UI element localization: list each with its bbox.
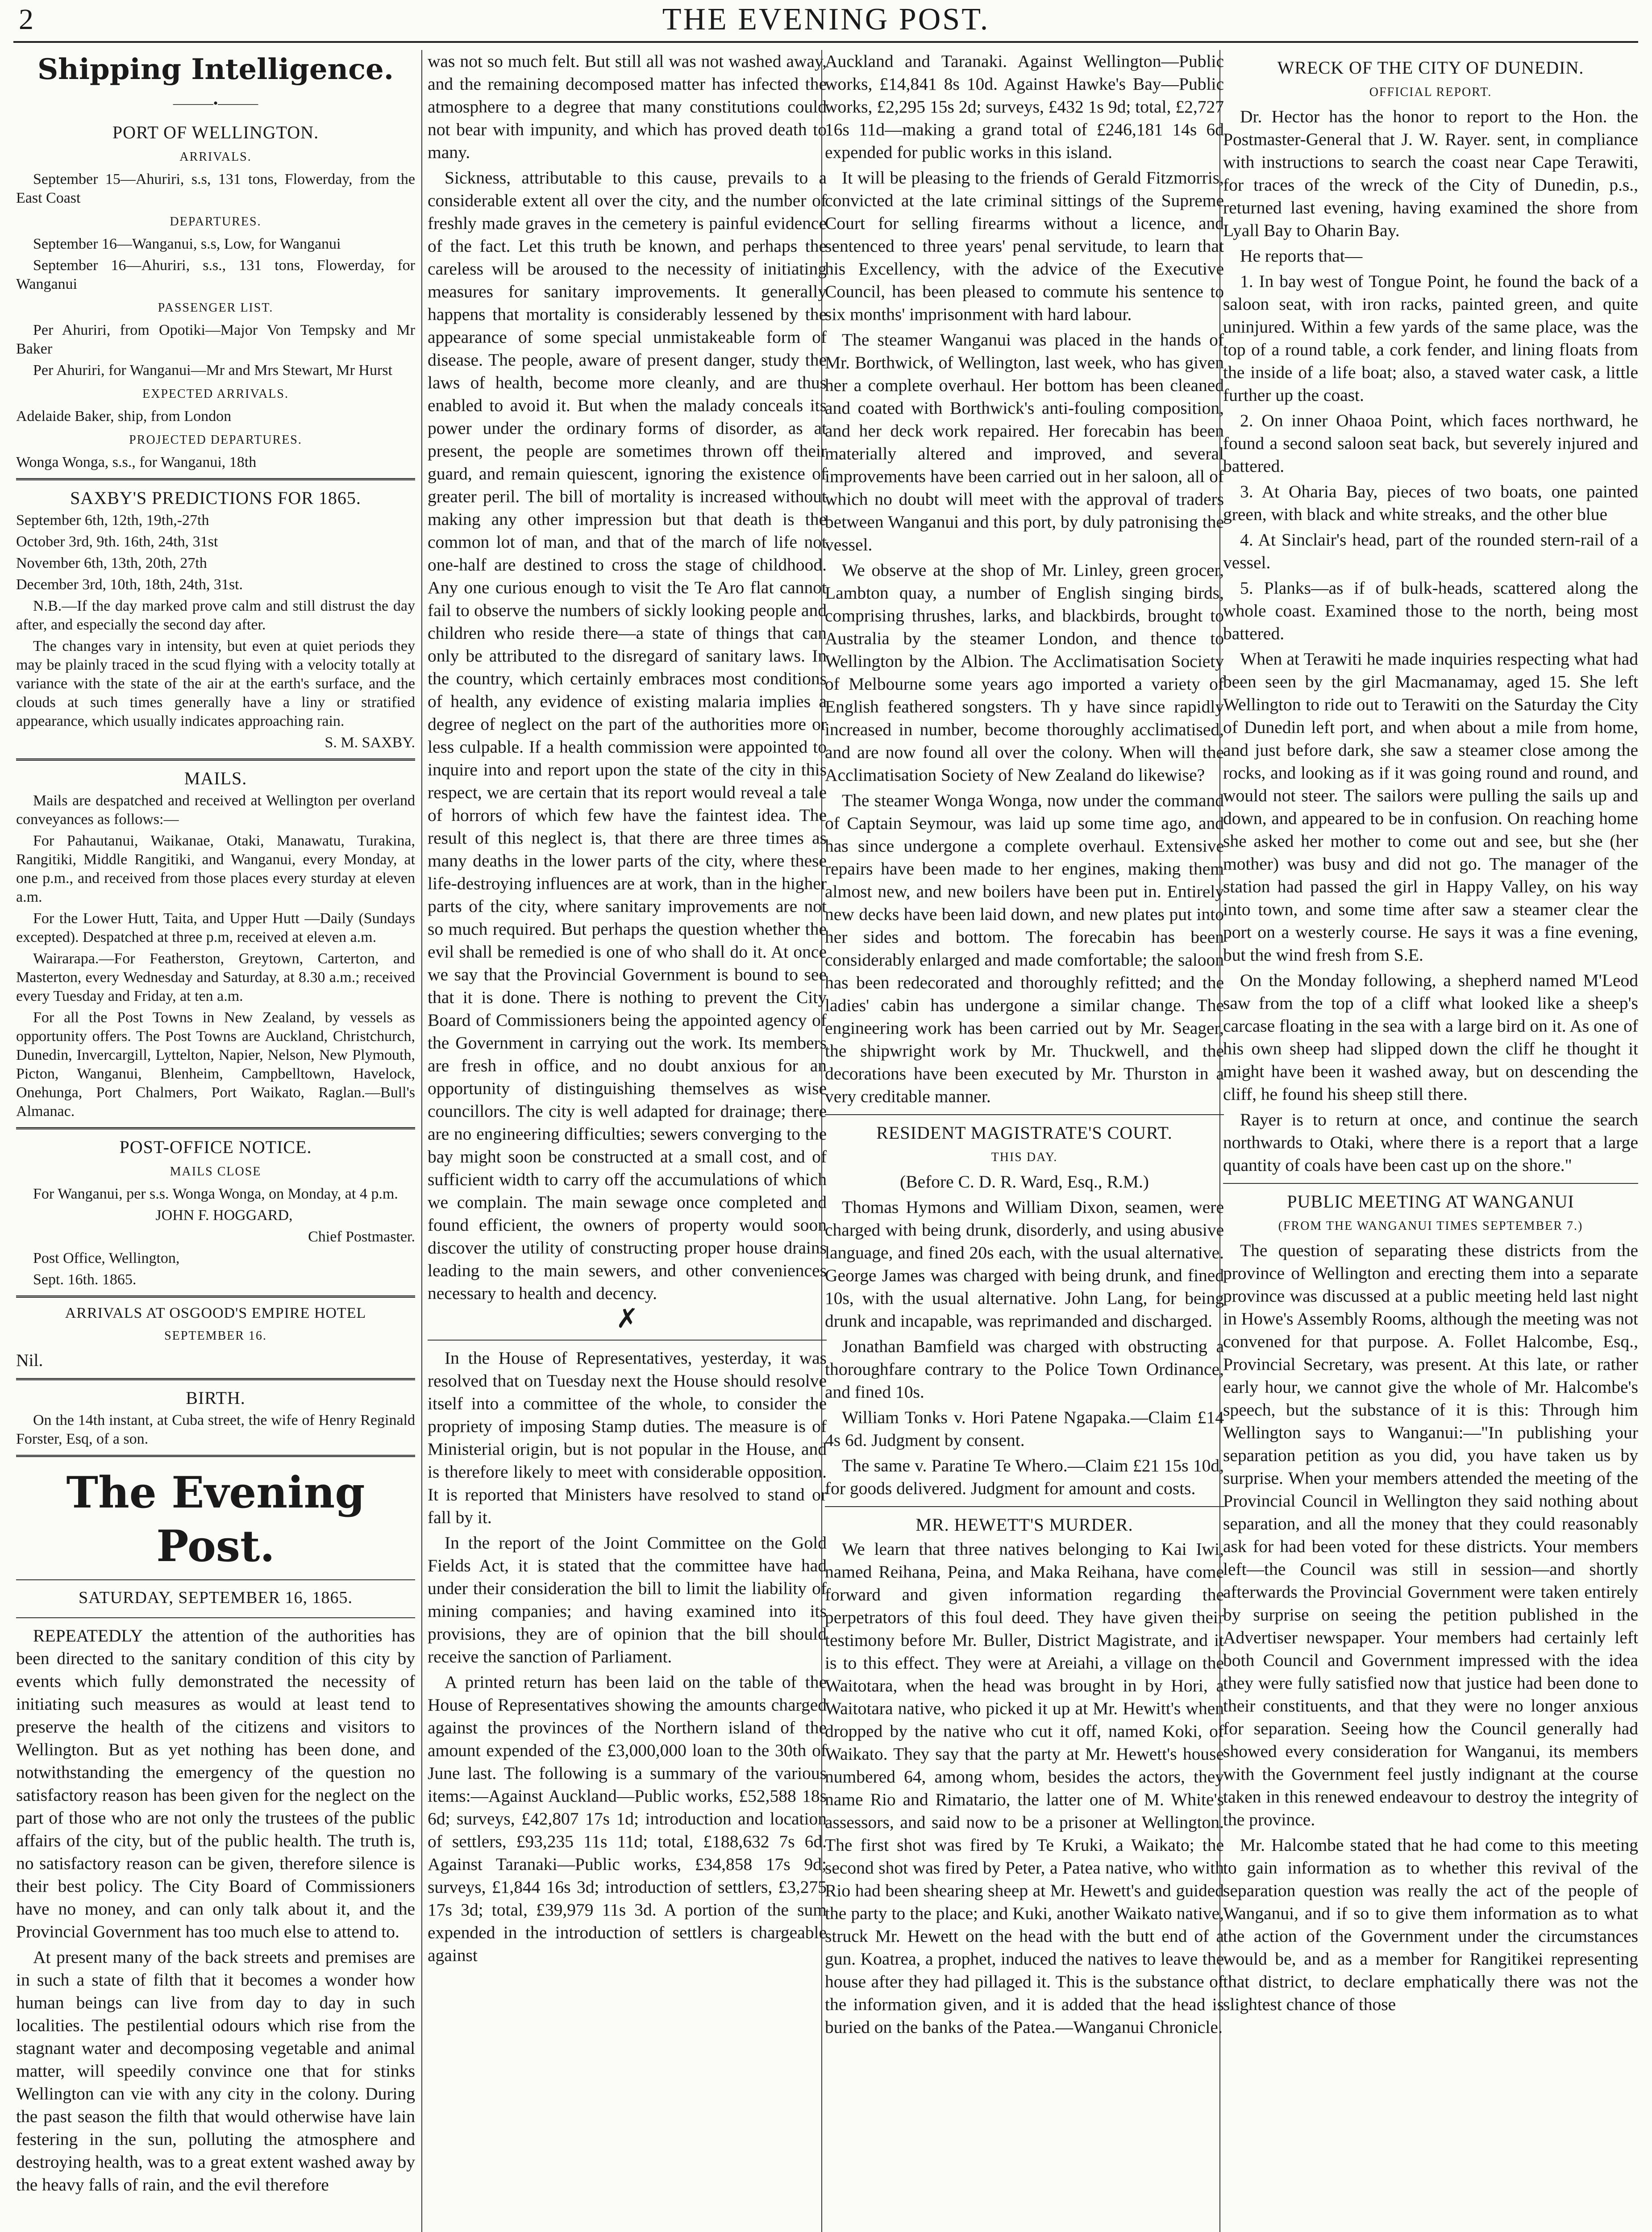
mails-paragraph: Mails are despatched and received at Wellington per overland conveyances as follows:— [16,792,415,828]
wreck-paragraph: On the Monday following, a shepherd named M'Leod saw from the top of a cliff what looked like a sheep's carcase floating in the sea with a large bird on it. As one of his own sheep had slipped down the cliff he thought it might have been it washed away, but on descending the cliff, he found his sheep still there. [1223,970,1638,1104]
saxby-line: December 3rd, 10th, 18th, 24th, 31st. [16,576,243,593]
wreck-paragraph: 1. In bay west of Tongue Point, he found the back of a saloon seat, with iron racks, painted green, and quite uninjured. Within a few yards of the same place, was the top of a round table, a cork fender, and lining floats from the inside of a life boat; also, a staved water cask, a little further up the coast. [1223,271,1638,405]
departures-label: DEPARTURES. [170,215,262,229]
section-rule [16,1579,415,1580]
wreck-paragraph: 3. At Oharia Bay, pieces of two boats, one painted green, with black and white streaks, and the other blue [1223,482,1638,524]
section-rule [16,1378,415,1380]
wreck-paragraph: Dr. Hector has the honor to report to the Hon. the Postmaster-General that J. W. Rayer. sent, in compliance with instructions to search the coast near Cape Terawiti, for traces of the wreck of the City of Dunedin, p.s., returned last evening, having examined the shore from Lyall Bay to Oharin Bay. [1223,107,1638,240]
wreck-paragraph: When at Terawiti he made inquiries respecting what had been seen by the girl Macmanamay, aged 15. She left Wellington to ride out to Terawiti on the Saturday the City of Dunedin left port, and when about a mile from home, and just before dark, she saw a steamer close among the rocks, and looking as if it was going round and round, and would not steer. The sailors were pulling the sails up and down, and appeared to be in confusion. On reaching home she asked her mother to come out and see, but she (her mother) was busy and did not go. The manager of the station had passed the girl in Happy Valley, on his way into town, and some time after saw a steamer clear the port on a westerly course. He says it was a fine evening, but the wind fresh from S.E. [1223,649,1638,965]
saxby-nb: N.B.—If the day marked prove calm and still distrust the day after, and especially the second day after. [16,598,415,633]
section-rule [16,478,415,480]
news-paragraph: The steamer Wanganui was placed in the hands of Mr. Borthwick, of Wellington, last week, who has given her a complete overhaul. Her bottom has been cleaned and coated with Borthwick's anti-fouling composition, and her deck work repaired. Her forecabin has been materially altered and improved, and several improvements have been carried out in her saloon, all of which no doubt will meet with the approval of traders between Wanganui and this port, by duly patronising the vessel. [825,330,1224,554]
column-2 [428,50,827,2232]
projected-label: PROJECTED DEPARTURES. [129,433,302,447]
court-subtitle: THIS DAY. [991,1150,1058,1164]
section-rule [825,1114,1224,1115]
meeting-title: PUBLIC MEETING AT WANGANUI [1287,1191,1574,1212]
court-title: RESIDENT MAGISTRATE'S COURT. [876,1123,1173,1143]
section-rule [428,1340,827,1341]
mails-paragraph: For the Lower Hutt, Taita, and Upper Hutt —Daily (Sundays excepted). Despatched at three p.m, received at eleven a.m. [16,910,415,945]
post-office-signature: JOHN F. HOGGARD, [155,1207,293,1224]
ornament: ———•——— [173,96,258,111]
news-paragraph: In the report of the Joint Committee on the Gold Fields Act, it is stated that the committee have had under their consideration the bill to limit the liability of mining companies; and having examined into its provisions, they are of opinion that the bill should receive the sanction of Parliament. [428,1533,827,1666]
column-4 [1223,50,1638,2232]
post-office-role: Chief Postmaster. [308,1228,415,1245]
saxby-signature: S. M. SAXBY. [325,734,415,751]
birth-notice: On the 14th instant, at Cuba street, the wife of Henry Reginald Forster, Esq, of a son. [16,1412,415,1447]
osgood-title: ARRIVALS AT OSGOOD'S EMPIRE HOTEL [65,1305,366,1321]
masthead [0,0,1652,41]
page-number: 2 [19,3,33,36]
saxby-line: September 6th, 12th, 19th,-27th [16,512,209,529]
osgood-nil: Nil. [16,1350,43,1370]
wreck-title: WRECK OF THE CITY OF DUNEDIN. [1277,58,1584,78]
section-rule [16,1295,415,1298]
meeting-subtitle: (FROM THE WANGANUI TIMES SEPTEMBER 7.) [1278,1219,1583,1233]
wreck-paragraph: He reports that— [1240,246,1363,266]
post-office-title: POST-OFFICE NOTICE. [119,1137,312,1157]
meeting-paragraph: The question of separating these districts from the province of Wellington and erecting them into a separate province was discussed at a public meeting held last night in Howe's Assembly Rooms, although the meeting was not convened for that purpose. A. Follet Halcombe, Esq., Provincial Secretary, was present. At this late, or rather early hour, we cannot give the whole of Mr. Halcombe's speech, but the substance of it is this: Through him Wellington says to Wanganui:—"In publishing your separation petition as you did, you have taken us by surprise. When your members attended the meeting of the Provincial Council in Wellington they said nothing about separation, and all the money that they could reasonably ask for had been voted for these districts. Your members left—the Council was still in session—and shortly afterwards the Provincial Government were taken entirely by surprise on seeing the petition published in the Advertiser newspaper. Your members had certainly left both Council and Government impressed with the idea they were fully satisfied now that justice had been done to their constituents, and that they were no longer anxious for separation. Seeing how the Council generally had showed every consideration for Wanganui, its members with the Government feel justly indignant at the course taken in this renewed endeavour to destroy the integrity of the province. [1223,1241,1638,1829]
nameplate: The Evening Post. [66,1467,365,1571]
post-office-subtitle: MAILS CLOSE [170,1165,262,1178]
mails-paragraph: For all the Post Towns in New Zealand, by vessels as opportunity offers. The Post Towns are Auckland, Christchurch, Dunedin, Invercargill, Lyttelton, Napier, Nelson, New Plymouth, Picton, Wanganui, Blenheim, Campbelltown, Havelock, Onehunga, Port Chalmers, Port Waikato, Raglan.—Bull's Almanac. [16,1009,415,1120]
court-paragraph: Thomas Hymons and William Dixon, seamen, were charged with being drunk, disorderly, and using abusive language, and fined 20s each, with the usual alternative. George James was charged with being drunk, and fined 10s, with the usual alternative. John Lang, for being drunk and incapable, was reprimanded and discharged. [825,1197,1224,1331]
editorial-paragraph: was not so much felt. But still all was not washed away, and the remaining decomposed matter has infected the atmosphere to a degree that many constitutions could not bear with impunity, and which has proved death to many. [428,51,827,162]
dateline: SATURDAY, SEPTEMBER 16, 1865. [79,1588,353,1607]
column-1 [16,50,415,2232]
news-paragraph: The steamer Wonga Wonga, now under the command of Captain Seymour, was laid up some time ago, and has since undergone a complete overhaul. Extensive repairs have been made to her engines, making them almost new, and new boilers have been put in. Entirely new decks have been laid down, and new plates put into her sides and bottom. The forecabin has been considerably enlarged and made comfortable; the saloon has been redecorated and thoroughly refitted; and the ladies' cabin has undergone a similar change. The engineering work has been carried out by Mr. Seager, the shipwright work by Mr. Thuckwell, and the decorations have been executed by Mr. Thurston in a very creditable manner. [825,791,1224,1106]
mails-paragraph: Wairarapa.—For Featherston, Greytown, Carterton, and Masterton, every Wednesday and Saturday, at 8.30 a.m.; received every Tuesday and Friday, at ten a.m. [16,950,415,1004]
port-title: PORT OF WELLINGTON. [112,122,319,142]
projected-entry: Wonga Wonga, s.s., for Wanganui, 18th [16,454,257,471]
mails-paragraph: For Pahautanui, Waikanae, Otaki, Manawatu, Turakina, Rangitiki, Middle Rangitiki, and Wanganui, every Monday, at one p.m., and received from those places every sturday at eleven a.m. [16,833,415,905]
news-paragraph: Auckland and Taranaki. Against Wellington—Public works, £14,841 8s 10d. Against Hawke's Bay—Public works, £2,295 15s 2d; surveys, £432 1s 9d; total, £2,727 16s 11d—making a grand total of £246,181 14s 6d expended for public works in this island. [825,51,1224,162]
departure-entry: September 16—Wanganui, s.s, Low, for Wanganui [33,236,341,252]
section-rule [825,1506,1224,1507]
court-paragraph: The same v. Paratine Te Whero.—Claim £21 15s 10d, for goods delivered. Judgment for amount and costs. [825,1456,1224,1498]
post-office-paragraph: For Wanganui, per s.s. Wonga Wonga, on Monday, at 4 p.m. [33,1186,398,1202]
expected-label: EXPECTED ARRIVALS. [142,387,289,401]
arrival-entry: September 15—Ahuriri, s.s, 131 tons, Flowerday, from the East Coast [16,171,415,206]
saxby-line: October 3rd, 9th. 16th, 24th, 31st [16,533,218,550]
court-before: (Before C. D. R. Ward, Esq., R.M.) [900,1172,1149,1191]
masthead-rule [13,41,1638,43]
hewett-title: MR. HEWETT'S MURDER. [915,1515,1133,1535]
post-office-address: Sept. 16th. 1865. [33,1271,137,1288]
hewett-paragraph: We learn that three natives belonging to Kai Iwi, named Reihana, Peina, and Maka Reihana, have come forward and given information regarding the perpetrators of this foul deed. They have given their testimony before Mr. Buller, District Magistrate, and it is to this effect. They were at Areiahi, a village on the Waitotara, when the head was brought in by Hori, a Waitotara native, who picked it up at Mr. Hewitt's when dropped by the native who cut it off, named Koki, of Waikato. They say that the party at Mr. Hewett's house numbered 64, among whom, besides the actors, they name Rio and Rimatario, the latter one of M. White's assessors, and said now to be a prisoner at Wellington. The first shot was fired by Te Kruki, a Waikato; the second shot was fired by Peter, a Patea native, who with Rio had been shearing sheep at Mr. Hewett's and guided the party to the place; and Kuki, another Waikato native, struck Mr. Hewett on the head with the butt end of a gun. Koatrea, a prophet, induced the natives to leave the house after they had pillaged it. This is the substance of the information given, and it is added that the head is buried on the banks of the Patea.—Wanganui Chronicle. [825,1539,1224,2037]
arrivals-label: ARRIVALS. [179,150,252,164]
saxby-line: November 6th, 13th, 20th, 27th [16,555,207,571]
saxby-title: SAXBY'S PREDICTIONS FOR 1865. [70,488,361,508]
wreck-paragraph: 5. Planks—as if of bulk-heads, scattered along the whole coast. Examined those to the north, being most battered. [1223,578,1638,643]
handwritten-cross-mark: ✗ [616,1303,639,1334]
section-rule [16,1617,415,1618]
wreck-paragraph: Rayer is to return at once, and continue the search northwards to Otaki, where there is a report that a large quantity of coals have been cast up on the shore." [1223,1110,1638,1175]
departure-entry: September 16—Ahuriri, s.s., 131 tons, Flowerday, for Wanganui [16,257,415,292]
saxby-paragraph: The changes vary in intensity, but even at quiet periods they may be plainly traced in the scud flying with a velocity totally at variance with the state of the air at the earth's surface, and the clouds at such times generally have a liny or stratified appearance, which usually indicates approaching rain. [16,638,415,729]
section-rule [1223,1183,1638,1184]
expected-entry: Adelaide Baker, ship, from London [16,408,232,425]
wreck-paragraph: 2. On inner Ohaoa Point, which faces northward, he found a second saloon seat back, but severely injured and battered. [1223,411,1638,476]
meeting-paragraph: Mr. Halcombe stated that he had come to this meeting to gain information as to whether this revival of the separation question was really the act of the people of Wanganui, and if so to give them information as to what the action of the Government under the circumstances would be, and as a member for Rangitikei representing that district, to declare emphatically there was not the slightest chance of those [1223,1835,1638,2014]
editorial-paragraph: Sickness, attributable to this cause, prevails to a considerable extent all over the city, and the number of freshly made graves in the cemetery is painful evidence of the fact. Let this truth be known, and perhaps the careless will be aroused to the necessity of initiating measures for sanitary improvements. It generally happens that mortality is considerably lessened by the appearance of some special unmistakeable form of disease. The people, aware of present danger, study the laws of health, become more cleanly, and are thus enabled to avoid it. But when the malady conceals its power under the ordinary forms of disorder, as at present, the people are sometimes thrown off their guard, and remain quiescent, ignoring the existence of greater peril. The bill of mortality is increased without making any other impression but that death is the common lot of man, and that of the march of life not one-half are destined to cross the stage of childhood. Any one curious enough to visit the Te Aro flat cannot fail to observe the numbers of sickly looking people and children who reside there—a state of things that can only be attributed to the disregard of sanitary laws. In the country, which certainly embraces most conditions of health, any evidence of existing malaria implies a degree of neglect on the part of the authorities more or less culpable. If a health commission were appointed to inquire into and report upon the state of the city in this respect, we are certain that its report would reveal a tale of horrors of which few have the faintest idea. The result of this neglect is, that there are three times as many deaths in the lower parts of the city, where these life-destroying influences are at work, than in the higher parts of the city, where sanitary improvements are not so much required. But perhaps the question whether the evil shall be remedied is one of who shall do it. At once we say that the Provincial Government is bound to see that it is done. There is nothing to prevent the City Board of Commissioners being the appointed agency of the Government in carrying out the work. Its members are fresh in office, and no doubt anxious for an opportunity of distinguishing themselves as wise councillors. The city is well adapted for drainage; there are no engineering difficulties; sewers converging to the bay might soon be constructed at a small cost, and of sufficient width to carry off the accumulations of which we complain. The main sewage once completed and found efficient, the owners of property would soon discover the utility of constructing proper house drains leading to the main sewers, and other conveniences necessary to health and decency. [428,168,827,1303]
news-paragraph: A printed return has been laid on the table of the House of Representatives showing the amounts charged against the provinces of the Northern island of the amount expended of the £3,000,000 loan to the 30th of June last. The following is a summary of the various items:—Against Auckland—Public works, £52,588 18s 6d; surveys, £42,807 17s 1d; introduction and location of settlers, £93,235 11s 11d; total, £188,632 7s 6d. Against Taranaki—Public works, £34,858 17s 9d; surveys, £1,844 16s 3d; introduction of settlers, £3,275 17s 3d; total, £39,979 11s 3d. A portion of the sum expended in the introduction of settlers is chargeable against [428,1672,827,1965]
shipping-title: Shipping Intelligence. [37,53,394,86]
osgood-subtitle: SEPTEMBER 16. [164,1329,267,1343]
paper-title: THE EVENING POST. [662,2,990,37]
news-paragraph: It will be pleasing to the friends of Gerald Fitzmorris, convicted at the late criminal sittings of the Supreme Court for selling firearms without a licence, and sentenced to three years' penal servitude, to learn that his Excellency, with the advice of the Executive Council, has been pleased to commute his sentence to six months' imprisonment with hard labour. [825,168,1224,324]
section-rule [16,1455,415,1457]
section-rule [16,758,415,761]
editorial-paragraph: At present many of the back streets and premises are in such a state of filth that it becomes a wonder how human beings can live from day to day in such localities. The pestilential odours which rise from the stagnant water and decomposing vegetable and animal matter, will speedily convince one that for stinks Wellington can vie with any city in the colony. During the past season the filth that would otherwise have lain festering in the sun, polluting the atmosphere and destroying health, was to a great extent washed away by the heavy falls of rain, and the evil therefore [16,1947,415,2195]
court-paragraph: William Tonks v. Hori Patene Ngapaka.—Claim £14 4s 6d. Judgment by consent. [825,1407,1224,1450]
column-3 [825,50,1224,2232]
birth-title: BIRTH. [186,1388,246,1408]
section-rule [16,1127,415,1129]
news-paragraph: In the House of Representatives, yesterday, it was resolved that on Tuesday next the House should resolve itself into a committee of the whole, to consider the propriety of imposing Stamp duties. The measure is of Ministerial origin, but is not popular in the House, and is therefore likely to meet with considerable opposition. It is reported that Ministers have resolved to stand or fall by it. [428,1348,827,1527]
wreck-paragraph: 4. At Sinclair's head, part of the rounded stern-rail of a vessel. [1223,530,1638,572]
news-paragraph: We observe at the shop of Mr. Linley, green grocer, Lambton quay, a number of English singing birds, comprising thrushes, larks, and blackbirds, brought to Australia by the steamer London, and thence to Wellington by the Albion. The Acclimatisation Society of Melbourne some years ago imported a variety of English feathered songsters. Th y have since rapidly increased in number, become thoroughly acclimatised, and are now found all over the colony. When will the Acclimatisation Society of New Zealand do likewise? [825,560,1224,785]
court-paragraph: Jonathan Bamfield was charged with obstructing a thoroughfare contrary to the Police Town Ordinance, and fined 10s. [825,1337,1224,1402]
post-office-address: Post Office, Wellington, [33,1250,180,1266]
mails-title: MAILS. [184,768,247,788]
passenger-entry: Per Ahuriri, from Opotiki—Major Von Tempsky and Mr Baker [16,322,415,357]
wreck-subtitle: OFFICIAL REPORT. [1369,85,1492,99]
passenger-entry: Per Ahuriri, for Wanganui—Mr and Mrs Stewart, Mr Hurst [33,362,392,379]
column-divider [421,50,422,2232]
editorial-paragraph: REPEATEDLY the attention of the authorities has been directed to the sanitary condition of this city by events which fully demonstrated the necessity of initiating such measures as would at least tend to preserve the health of the citizens and visitors to Wellington. But as yet nothing has been done, and notwithstanding the emergency of the question no satisfactory reason has been given for the neglect on the part of those who are not only the trustees of the public affairs of the city, but of the public health. The truth is, no satisfactory reason can be given, therefore silence is their best policy. The City Board of Commissioners have no money, and can only talk about it, and the Provincial Government has too much else to attend to. [16,1626,415,1941]
passenger-label: PASSENGER LIST. [158,301,274,315]
